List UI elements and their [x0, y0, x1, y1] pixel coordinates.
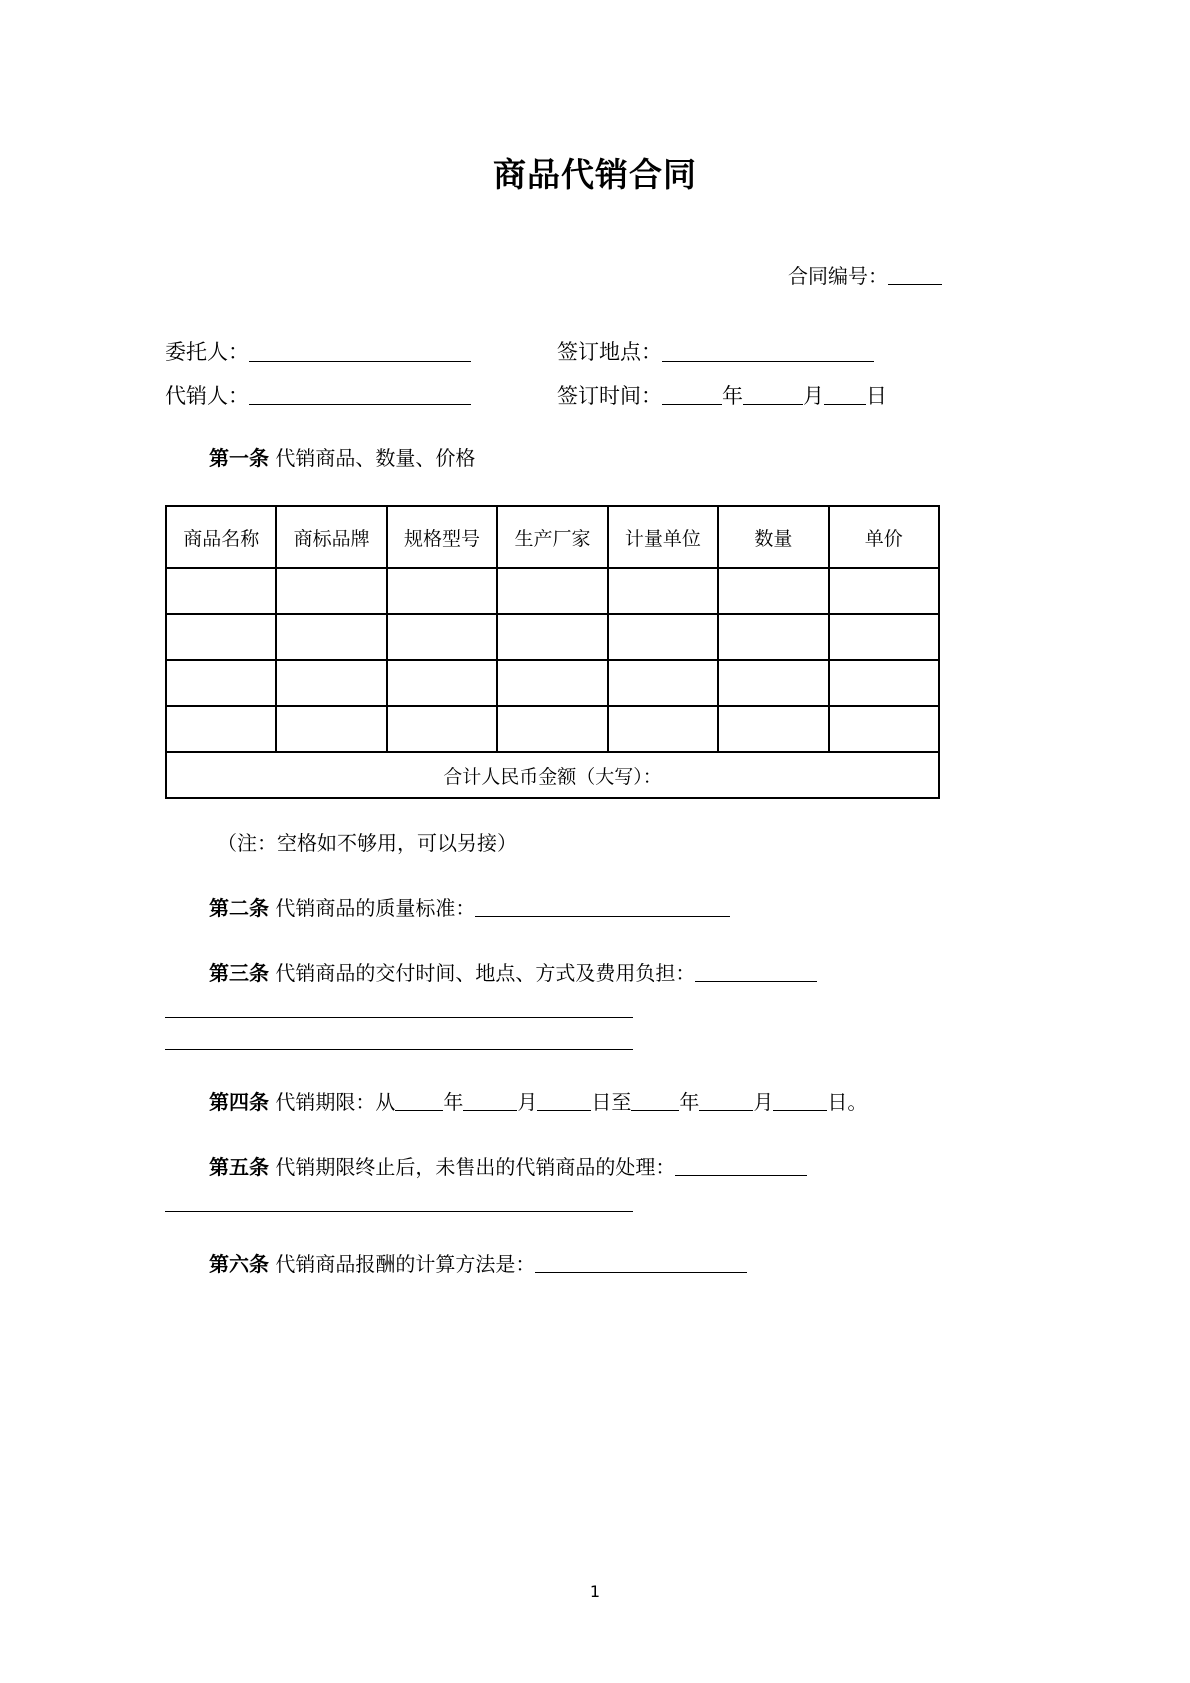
table-cell[interactable] [166, 706, 276, 752]
table-header-row [166, 506, 939, 568]
clause-6-text: 代销商品报酬的计算方法是： [275, 1252, 536, 1277]
table-cell[interactable] [608, 706, 718, 752]
clause-3-blank-line-2[interactable] [165, 1048, 633, 1050]
clause-2-text: 代销商品的质量标准： [275, 896, 476, 921]
clause-6-number: 第六条 [209, 1252, 269, 1277]
clause-4-start-year-blank[interactable] [395, 1090, 443, 1111]
table-cell[interactable] [387, 568, 497, 614]
table-header-cell: 单价 [829, 506, 939, 568]
table-header-cell: 数量 [718, 506, 828, 568]
page-title: 商品代销合同 [493, 155, 697, 194]
table-header-cell: 生产厂家 [497, 506, 607, 568]
clause-4-text: 代销期限：从 [275, 1090, 396, 1115]
clause-4-day-to: 日至 [591, 1090, 632, 1115]
table-cell[interactable] [608, 660, 718, 706]
clause-4-start-year-unit: 年 [443, 1090, 464, 1115]
sign-place-blank[interactable] [662, 341, 874, 362]
clause-4-end-month-unit: 月 [753, 1090, 774, 1115]
agent-label: 代销人： [165, 383, 249, 408]
contract-number-blank[interactable] [888, 264, 942, 285]
clause-5-blank[interactable] [675, 1155, 807, 1176]
clause-5-text: 代销期限终止后，未售出的代销商品的处理： [275, 1155, 676, 1180]
clause-5-continuation [165, 1210, 1025, 1212]
table-cell[interactable] [166, 568, 276, 614]
sign-time-year-blank[interactable] [662, 385, 722, 406]
consignor-blank[interactable] [249, 341, 471, 362]
table-row [166, 568, 939, 614]
sign-time-field [557, 385, 887, 407]
table-cell[interactable] [387, 614, 497, 660]
table-header-cell: 商标品牌 [276, 506, 386, 568]
table-cell[interactable] [276, 706, 386, 752]
clause-5-blank-line[interactable] [165, 1210, 633, 1212]
clause-3-continuation-1 [165, 1016, 1025, 1018]
clause-4 [165, 1090, 1025, 1115]
clause-4-end-year-unit: 年 [679, 1090, 700, 1115]
table-cell[interactable] [608, 568, 718, 614]
table-header-cell: 计量单位 [608, 506, 718, 568]
agent-blank[interactable] [249, 385, 471, 406]
clause-6-blank[interactable] [535, 1252, 747, 1273]
clause-2 [165, 896, 1025, 921]
table-cell[interactable] [387, 660, 497, 706]
table-cell[interactable] [166, 660, 276, 706]
clause-2-blank[interactable] [475, 896, 730, 917]
contract-number-line [165, 260, 1025, 289]
sign-place-field [557, 341, 874, 363]
clause-3-blank-line-1[interactable] [165, 1016, 633, 1018]
sign-time-month-blank[interactable] [743, 385, 803, 406]
sign-place-label: 签订地点： [557, 339, 662, 364]
clause-4-number: 第四条 [209, 1090, 269, 1115]
sign-time-label: 签订时间： [557, 383, 662, 408]
clause-1-number: 第一条 [209, 446, 269, 471]
contract-number-label: 合同编号： [788, 263, 888, 288]
goods-table [165, 505, 940, 799]
table-row [166, 706, 939, 752]
table-cell[interactable] [276, 568, 386, 614]
clause-4-end-year-blank[interactable] [631, 1090, 679, 1111]
table-cell[interactable] [718, 706, 828, 752]
consignor-label: 委托人： [165, 339, 249, 364]
clause-5-number: 第五条 [209, 1155, 269, 1180]
clause-3-number: 第三条 [209, 961, 269, 986]
sign-time-day-unit: 日 [866, 383, 887, 408]
table-row [166, 660, 939, 706]
total-amount-label[interactable]: 合计人民币金额（大写）： [166, 752, 939, 798]
sign-time-day-blank[interactable] [824, 385, 866, 406]
table-cell[interactable] [829, 614, 939, 660]
clause-5 [165, 1155, 1025, 1180]
table-row [166, 614, 939, 660]
table-cell[interactable] [276, 614, 386, 660]
clause-4-end-day-blank[interactable] [773, 1090, 827, 1111]
page-number: 1 [589, 1582, 601, 1601]
table-header-cell: 商品名称 [166, 506, 276, 568]
sign-time-month-unit: 月 [803, 383, 824, 408]
clause-6 [165, 1252, 1025, 1277]
parties-block [165, 341, 1025, 407]
clause-3-blank[interactable] [695, 961, 817, 982]
clause-3 [165, 961, 1025, 986]
table-cell[interactable] [718, 660, 828, 706]
table-cell[interactable] [608, 614, 718, 660]
party-row-agent [165, 385, 1025, 407]
clause-3-text: 代销商品的交付时间、地点、方式及费用负担： [275, 961, 696, 986]
table-header-cell: 规格型号 [387, 506, 497, 568]
table-cell[interactable] [718, 568, 828, 614]
clause-1 [165, 446, 1025, 471]
clause-4-start-day-blank[interactable] [537, 1090, 591, 1111]
table-total-row [166, 752, 939, 798]
table-cell[interactable] [497, 614, 607, 660]
party-row-consignor [165, 341, 1025, 363]
clause-2-number: 第二条 [209, 896, 269, 921]
table-cell[interactable] [276, 660, 386, 706]
clause-4-end-month-blank[interactable] [699, 1090, 753, 1111]
clause-1-text: 代销商品、数量、价格 [275, 446, 476, 471]
consignor-field [165, 341, 557, 363]
table-cell[interactable] [387, 706, 497, 752]
table-cell[interactable] [829, 706, 939, 752]
clause-4-start-month-unit: 月 [517, 1090, 538, 1115]
clause-4-day-end: 日。 [827, 1090, 868, 1115]
clause-3-continuation-2 [165, 1048, 1025, 1050]
table-cell[interactable] [497, 568, 607, 614]
table-cell[interactable] [718, 614, 828, 660]
table-cell[interactable] [829, 568, 939, 614]
table-cell[interactable] [497, 706, 607, 752]
table-note: （注：空格如不够用，可以另接） [217, 831, 517, 856]
clause-4-start-month-blank[interactable] [463, 1090, 517, 1111]
agent-field [165, 385, 557, 407]
table-cell[interactable] [166, 614, 276, 660]
table-cell[interactable] [497, 660, 607, 706]
sign-time-year-unit: 年 [722, 383, 743, 408]
table-cell[interactable] [829, 660, 939, 706]
